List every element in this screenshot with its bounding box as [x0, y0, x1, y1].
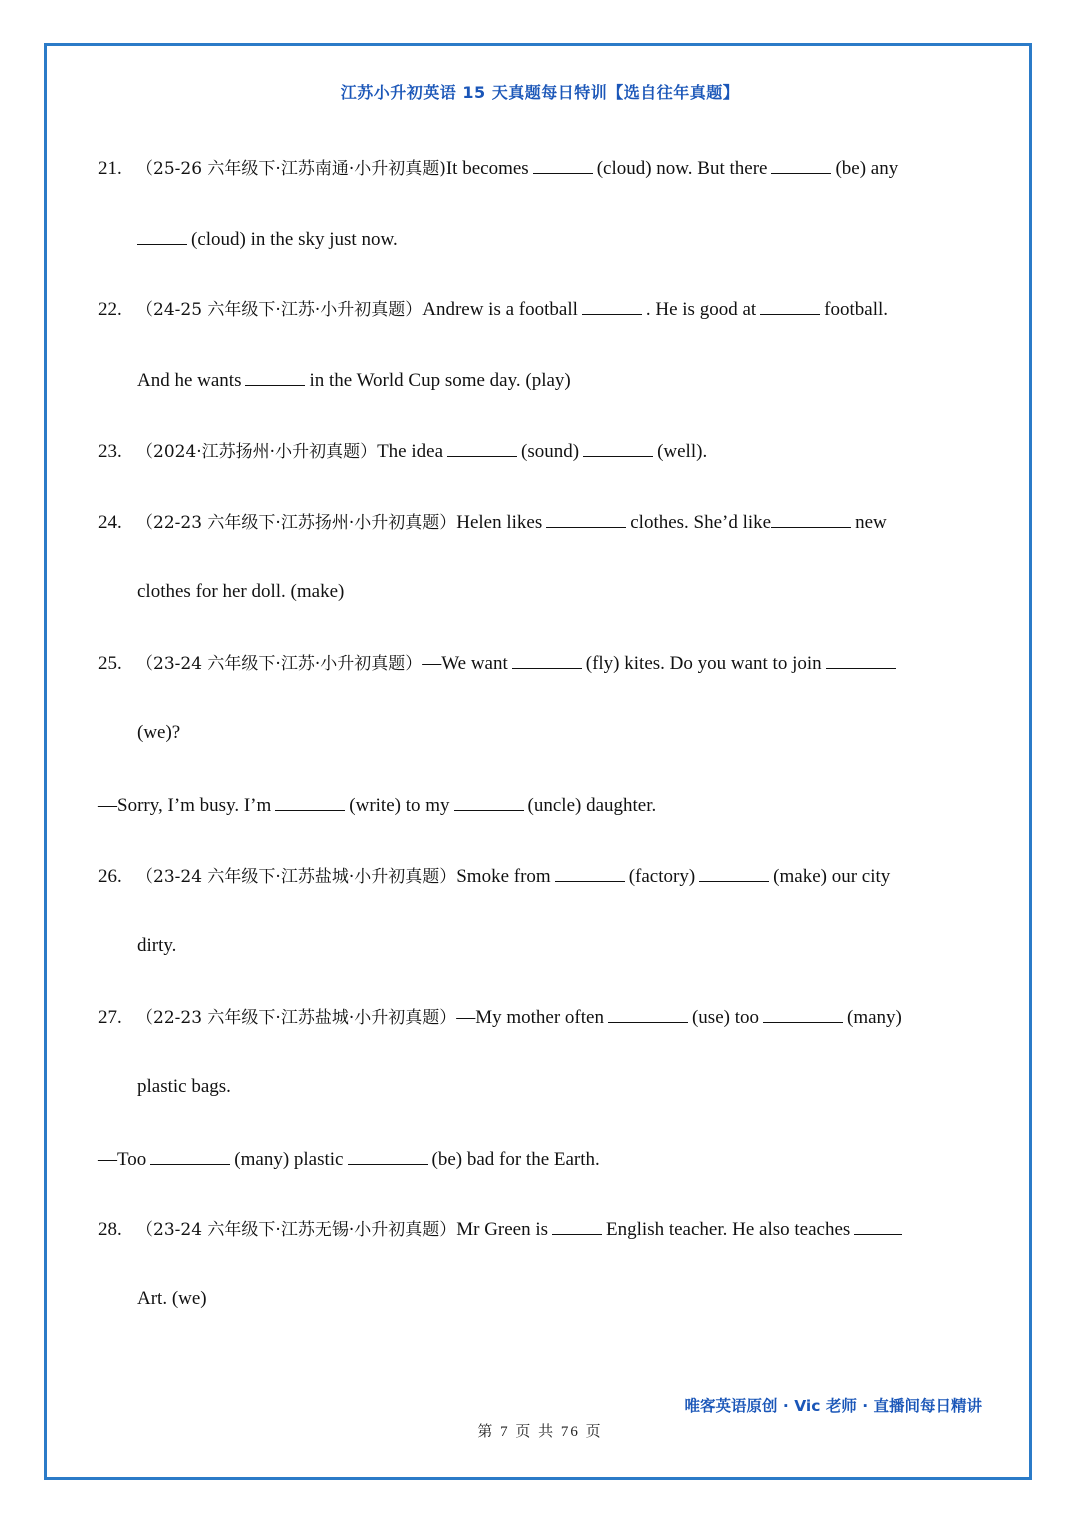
answer-blank[interactable]: [512, 650, 582, 669]
question-text: (sound): [521, 441, 580, 462]
answer-blank[interactable]: [763, 1004, 843, 1023]
question-number: 23.: [98, 441, 122, 462]
answer-blank[interactable]: [760, 296, 820, 315]
answer-blank[interactable]: [245, 367, 305, 386]
question-27-line-1: [98, 1004, 902, 1030]
question-text: in the World Cup some day. (play): [309, 370, 571, 391]
question-source: （23-24 六年级下·江苏盐城·小升初真题）: [136, 867, 457, 887]
answer-blank[interactable]: [150, 1146, 230, 1165]
question-text: clothes. She’d like: [630, 512, 772, 533]
question-text: (make) our city: [773, 866, 891, 887]
answer-blank[interactable]: [552, 1216, 602, 1235]
question-26-line-1: [98, 863, 890, 889]
question-text: plastic bags.: [137, 1076, 231, 1097]
question-text: (factory): [628, 866, 696, 887]
question-text: —My mother often: [456, 1007, 604, 1028]
answer-blank[interactable]: [699, 863, 769, 882]
answer-blank[interactable]: [533, 155, 593, 174]
answer-blank[interactable]: [582, 296, 642, 315]
answer-blank[interactable]: [771, 509, 851, 528]
question-source: （23-24 六年级下·江苏无锡·小升初真题）: [136, 1220, 457, 1240]
question-25-line-1: [98, 650, 900, 676]
question-text: And he wants: [137, 370, 242, 391]
question-number: 25.: [98, 653, 122, 674]
answer-blank[interactable]: [854, 1216, 902, 1235]
answer-blank[interactable]: [826, 650, 896, 669]
answer-blank[interactable]: [137, 226, 187, 245]
question-text: (write) to my: [349, 795, 450, 816]
question-number: 24.: [98, 512, 122, 533]
question-source: （24-25 六年级下·江苏·小升初真题）: [136, 300, 423, 320]
question-number: 28.: [98, 1219, 122, 1240]
page-header-title: 江苏小升初英语 15 天真题每日特训【选自往年真题】: [340, 83, 740, 102]
answer-blank[interactable]: [583, 438, 653, 457]
question-27-line-3: [98, 1146, 600, 1172]
question-text: (cloud) now. But there: [596, 158, 768, 179]
question-text: Art. (we): [137, 1288, 207, 1309]
question-text: (many) plastic: [234, 1149, 344, 1170]
page-number: 第 7 页 共 76 页: [477, 1424, 603, 1440]
question-25-line-2: [137, 721, 180, 745]
question-28-line-2: [137, 1287, 207, 1311]
answer-blank[interactable]: [447, 438, 517, 457]
answer-blank[interactable]: [771, 155, 831, 174]
question-22-line-1: [98, 296, 888, 322]
question-22-line-2: [137, 367, 571, 393]
question-text: (cloud) in the sky just now.: [191, 229, 398, 250]
question-text: (we)?: [137, 722, 181, 743]
question-number: 27.: [98, 1007, 122, 1028]
question-text: —We want: [422, 653, 508, 674]
answer-blank[interactable]: [555, 863, 625, 882]
question-text: dirty.: [137, 935, 177, 956]
question-number: 21.: [98, 158, 122, 179]
question-source: （25-26 六年级下·江苏南通·小升初真题): [136, 159, 446, 179]
question-source: （22-23 六年级下·江苏盐城·小升初真题）: [136, 1008, 457, 1028]
question-text: (many): [847, 1007, 902, 1028]
question-text: (use) too: [691, 1007, 759, 1028]
question-number: 22.: [98, 299, 122, 320]
question-text: (be) bad for the Earth.: [431, 1149, 600, 1170]
question-21-line-1: [98, 155, 898, 181]
question-source: （23-24 六年级下·江苏·小升初真题）: [136, 654, 423, 674]
question-text: —Sorry, I’m busy. I’m: [98, 795, 272, 816]
footer-brand: 唯客英语原创 · Vic 老师 · 直播间每日精讲: [684, 1397, 982, 1415]
question-25-line-3: [98, 792, 656, 818]
question-text: It becomes: [445, 158, 529, 179]
question-text: (fly) kites. Do you want to join: [585, 653, 822, 674]
answer-blank[interactable]: [546, 509, 626, 528]
question-text: clothes for her doll. (make): [137, 581, 345, 602]
answer-blank[interactable]: [454, 792, 524, 811]
question-source: （2024·江苏扬州·小升初真题）: [136, 442, 378, 462]
question-text: . He is good at: [645, 299, 757, 320]
question-text: new: [855, 512, 887, 533]
question-text: Mr Green is: [456, 1219, 549, 1240]
question-text: football.: [824, 299, 889, 320]
question-text: The idea: [377, 441, 444, 462]
answer-blank[interactable]: [275, 792, 345, 811]
question-23-line-1: [98, 438, 707, 464]
question-text: (well).: [657, 441, 708, 462]
question-text: —Too: [98, 1149, 147, 1170]
question-text: English teacher. He also teaches: [606, 1219, 851, 1240]
question-text: (uncle) daughter.: [527, 795, 657, 816]
answer-blank[interactable]: [348, 1146, 428, 1165]
question-text: Helen likes: [456, 512, 543, 533]
question-number: 26.: [98, 866, 122, 887]
question-24-line-1: [98, 509, 887, 535]
question-24-line-2: [137, 580, 344, 604]
question-26-line-2: [137, 934, 176, 958]
answer-blank[interactable]: [608, 1004, 688, 1023]
question-text: Andrew is a football: [422, 299, 578, 320]
question-text: (be) any: [835, 158, 899, 179]
question-source: （22-23 六年级下·江苏扬州·小升初真题）: [136, 513, 457, 533]
question-27-line-2: [137, 1075, 231, 1099]
page-border: [44, 43, 1032, 1480]
question-28-line-1: [98, 1216, 906, 1242]
question-21-line-2: [137, 226, 398, 252]
question-text: Smoke from: [456, 866, 551, 887]
